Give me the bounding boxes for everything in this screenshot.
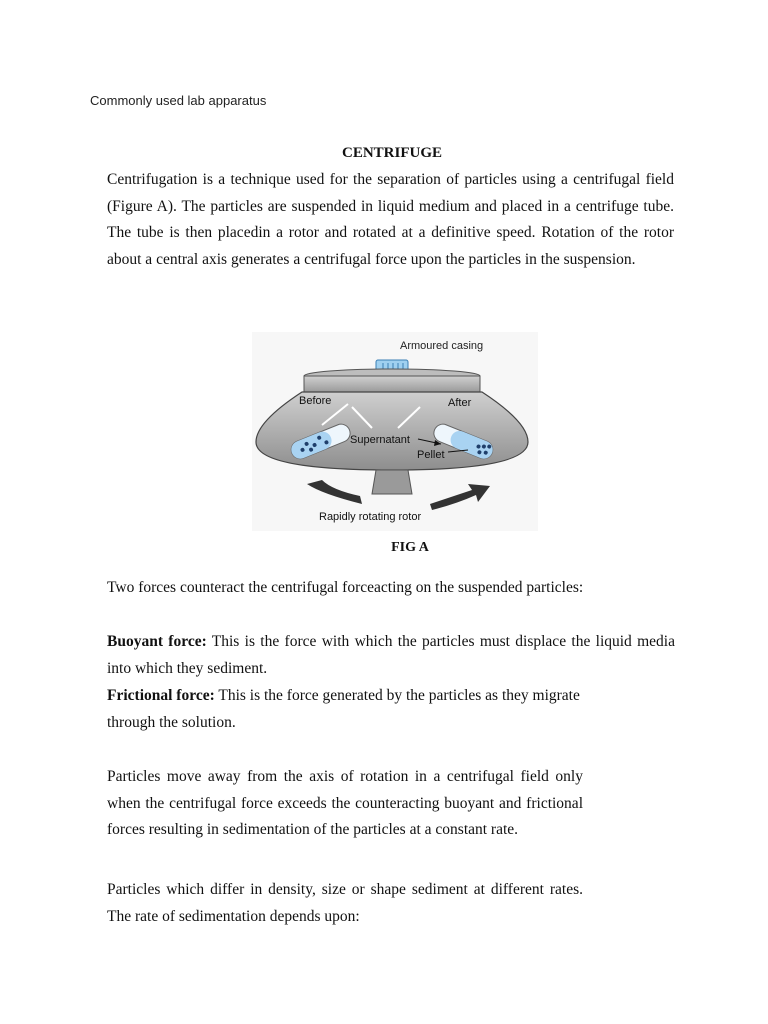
document-header: Commonly used lab apparatus	[90, 93, 267, 108]
frictional-force-text: This is the force generated by the particles as they migrate through the solution.	[107, 687, 580, 731]
centrifuge-diagram	[252, 332, 538, 531]
buoyant-force-term: Buoyant force:	[107, 633, 207, 650]
sedimentation-paragraph: Particles move away from the axis of rotation in a centrifugal field only when the centrifugal force exceeds the counteracting buoyant and frictional forces resulting in sedimentation of the particles at a constant rate.	[107, 768, 583, 838]
centrifuge-lid	[304, 369, 480, 392]
label-rotor: Rapidly rotating rotor	[319, 511, 422, 523]
label-supernatant: Supernatant	[350, 434, 410, 446]
label-armoured-casing: Armoured casing	[400, 340, 484, 352]
buoyant-force-text: This is the force with which the particles must displace the liquid media into which they sediment.	[107, 633, 675, 677]
rotation-arrow-right	[430, 484, 490, 510]
centrifuge-figure	[252, 332, 538, 531]
centrifuge-stand	[372, 470, 412, 494]
buoyant-force-paragraph	[107, 629, 675, 682]
frictional-force-paragraph	[107, 683, 583, 736]
label-after: After	[448, 397, 472, 409]
frictional-force-term: Frictional force:	[107, 687, 215, 704]
section-title: CENTRIFUGE	[341, 145, 442, 161]
figure-caption: FIG A	[391, 540, 429, 555]
label-pellet: Pellet	[417, 449, 445, 461]
rate-paragraph: Particles which differ in density, size or shape sediment at different rates. The rate of sedimentation depends upon:	[107, 881, 583, 925]
rotation-arrow-left	[307, 480, 362, 504]
label-before: Before	[299, 395, 332, 407]
intro-paragraph: Centrifugation is a technique used for the separation of particles using a centrifugal field (Figure A). The particles are suspended in liquid medium and placed in a centrifuge tube. The tube is then placedin a rotor and rotated at a definitive speed. Rotation of the rotor about a central axis generates a centrifugal force upon the particles in the suspension.	[107, 171, 674, 268]
forces-intro: Two forces counteract the centrifugal forceacting on the suspended particles:	[107, 579, 584, 596]
